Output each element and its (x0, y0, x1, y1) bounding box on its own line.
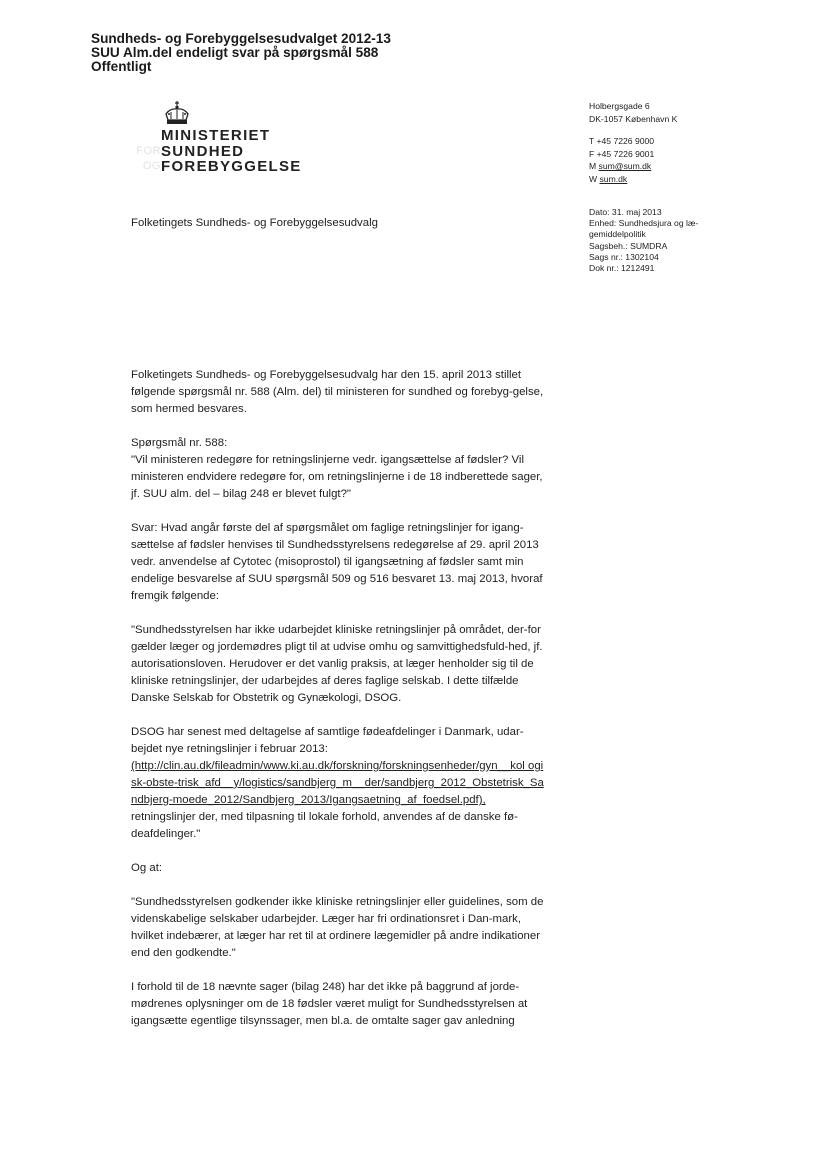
dsog-paragraph (131, 724, 546, 843)
header-subject: SUU Alm.del endeligt svar på spørgsmål 588 (91, 45, 379, 60)
dsog-text: DSOG har senest med deltagelse af samtlige fødeafdelinger i Danmark, udar-bejdet nye retningslinjer i februar 2013: (131, 726, 524, 755)
address-web-link[interactable]: sum.dk (599, 173, 628, 184)
logo-prefix-for: FOR (136, 144, 161, 157)
address-mail-row (589, 160, 677, 173)
quote-paragraph-2: "Sundhedsstyrelsen godkender ikke kliniske retningslinjer eller guidelines, som de videnskabelige selskaber udarbejder. Læger har fri ordinationsret i Dan-mark, hvilket indebærer, at læger har ret til at ordinere lægemidler på andre indikationer end den godkendte." (131, 896, 544, 959)
meta-document-number: Dok nr.: 1212491 (589, 263, 655, 274)
meta-unit-line1: Enhed: Sundhedsjura og læ- (589, 218, 699, 229)
meta-case-handler: Sagsbeh.: SUMDRA (589, 240, 668, 251)
meta-date: Dato: 31. maj 2013 (589, 207, 662, 217)
address-mail-link[interactable]: sum@sum.dk (598, 161, 652, 172)
address-web-row (589, 173, 677, 186)
address-street: Holbergsgade 6 (589, 101, 650, 111)
logo-word-forebyggelse: FOREBYGGELSE (161, 158, 302, 175)
address-fax: F +45 7226 9001 (589, 148, 655, 159)
ministry-address (589, 100, 677, 186)
quote-paragraph-1: "Sundhedsstyrelsen har ikke udarbejdet kliniske retningslinjer på området, der-for gælder læger og jordemødres pligt til at udvise omhu og samvittighedsfuld-hed, jf. autorisationsloven. Herudover er det vanlig praksis, at læger henholder sig til de kliniske retningslinjer, der udarbejdes af deres faglige selskab. I dette tilfælde Danske Selskab for Obstetrik og Gynækologi, DSOG. (131, 624, 543, 704)
logo-word-sundhed: SUNDHED (161, 142, 245, 160)
question-text: "Vil ministeren redegøre for retningslinjerne vedr. igangsættelse af fødsler? Vil ministeren endvidere redegøre for, om retningslinjerne i de 18 indberettede sager, jf. SUU alm. del – bilag 248 er blevet fulgt?" (131, 454, 543, 500)
address-phone: T +45 7226 9000 (589, 136, 655, 147)
address-city: DK-1057 København K (589, 113, 678, 124)
question-label: Spørgsmål nr. 588: (131, 437, 228, 449)
case-metadata (589, 207, 719, 274)
answer-paragraph: Svar: Hvad angår første del af spørgsmålet om faglige retningslinjer for igang-sættelse af fødsler henvises til Sundhedsstyrelsens redegørelse af 29. april 2013 vedr. anvendelse af Cytotec (misoprostol) til igangsætning af fødsler samt min endelige besvarelse af SUU spørgsmål 509 og 516 besvaret 13. maj 2013, hvoraf fremgik følgende: (131, 522, 543, 602)
header-committee: Sundheds- og Forebyggelsesudvalget 2012-13 (91, 31, 391, 46)
meta-unit-line2: gemiddelpolitik (589, 229, 646, 240)
crown-icon (162, 100, 192, 128)
question-block (131, 435, 546, 503)
final-paragraph: I forhold til de 18 nævnte sager (bilag 248) har det ikke på baggrund af jorde-mødrenes oplysninger om de 18 fødsler været muligt for Sundhedsstyrelsen at igangsætte egentlige tilsynssager, men bl.a. de omtalte sager gav anledning (131, 981, 528, 1027)
address-web-prefix: W (589, 173, 600, 184)
document-header (91, 32, 391, 74)
recipient: Folketingets Sundheds- og Forebyggelsesudvalg (131, 217, 378, 229)
logo-prefix-og: OG (142, 160, 161, 172)
og-at-paragraph: Og at: (131, 862, 163, 874)
address-mail-prefix: M (589, 161, 599, 172)
letter-body (131, 367, 546, 1047)
logo-word-ministeriet: MINISTERIET (161, 127, 271, 144)
meta-case-number: Sags nr.: 1302104 (589, 251, 659, 262)
dsog-text-end: retningslinjer der, med tilpasning til lokale forhold, anvendes af de danske fø-deafdelinger." (131, 811, 518, 840)
intro-paragraph: Folketingets Sundheds- og Forebyggelsesudvalg har den 15. april 2013 stillet følgende spørgsmål nr. 588 (Alm. del) til ministeren for sundhed og forebyg-gelse, som hermed besvares. (131, 369, 544, 415)
header-status: Offentligt (91, 59, 152, 74)
guideline-link[interactable]: (http://clin.au.dk/fileadmin/www.ki.au.dk/forskning/forskningsenheder/gyn__kol ogisk-obste-trisk_afd__y/logistics/sandbjerg_m__der/sandbjerg_2012_Obstetrisk_Sandbjerg-moede_2012/Sandbjerg_2013/Igangsaetning_af_foedsel.pdf), (131, 760, 544, 806)
